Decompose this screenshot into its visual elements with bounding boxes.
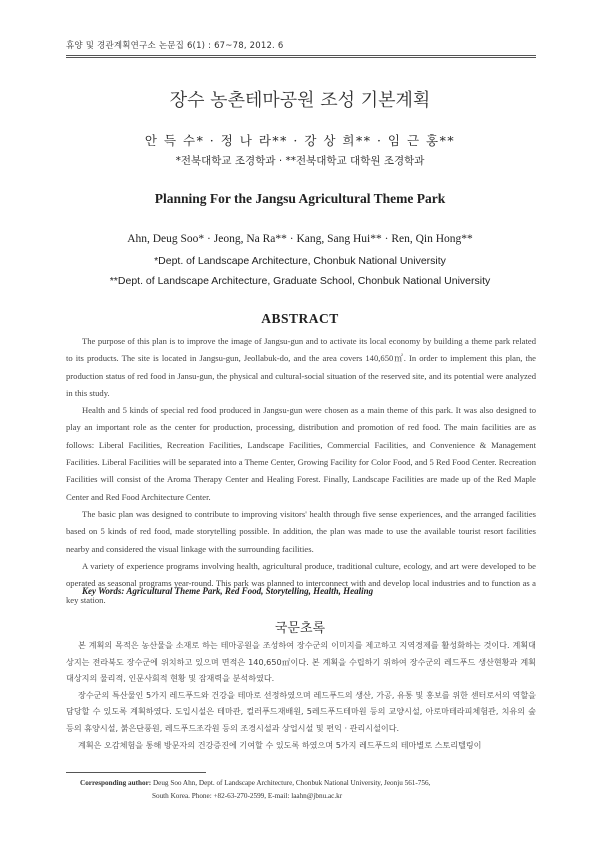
- abstract-body: [66, 333, 536, 610]
- footnote-line-2: South Korea. Phone: +82-63-270-2599, E-mail: laahn@jbnu.ac.kr: [152, 792, 343, 800]
- abstract-paragraph: A variety of experience programs involving health, agricultural produce, traditional culture, ecology, and art were developed to be operated as seasonal programs year-round. This park was planned to interconnect with and develop local industries and to function as a key station.: [66, 560, 536, 606]
- english-affiliation-1: *Dept. of Landscape Architecture, Chonbuk National University: [154, 255, 446, 267]
- korean-abstract-paragraph: 본 계획의 목적은 농산물을 소재로 하는 테마공원을 조성하여 장수군의 이미지를 제고하고 지역경제를 활성화하는 것이다. 계획대상지는 전라북도 장수군에 위치하고 있으며 면적은 140,650㎡이다. 본 계획을 수립하기 위하여 장수군의 레드푸드 생산현황과 계획대상지의 물리적, 인문사회적 현황 및 잠재력을 분석하였다.: [66, 640, 536, 684]
- abstract-paragraph: The basic plan was designed to contribute to improving visitors' health through five sense experiences, and the arranged facilities based on 5 kinds of red food, made storytelling possible. In addition, the plan was made to use the available tourist resort facilities nearby and considered the visual linkage with the surrounding facilities.: [66, 508, 536, 554]
- footnote-rule: [66, 772, 206, 773]
- korean-abstract-heading: 국문초록: [274, 621, 326, 636]
- english-authors: Ahn, Deug Soo* · Jeong, Na Ra** · Kang, Sang Hui** · Ren, Qin Hong**: [127, 233, 473, 245]
- korean-abstract-paragraph: 장수군의 특산물인 5가지 레드푸드와 건강을 테마로 선정하였으며 레드푸드의 생산, 가공, 유통 및 홍보를 위한 센터로서의 역할을 담당할 수 있도록 계획하였다. 도입시설은 테마관, 컬러푸드재배원, 5레드푸드테마원 등의 교양시설, 아로마테라피체험관, 치유의 숲 등의 휴양시설, 붉은단풍원, 레드푸드조각원 등의 조경시설과 상업시설 및 편익 · 관리시설이다.: [66, 689, 536, 733]
- korean-abstract-paragraph: 계획은 오감체험을 통해 방문자의 건강증진에 기여할 수 있도록 하였으며 5가지 레드푸드의 테마별로 스토리텔링이: [78, 739, 482, 750]
- corresponding-author-footnote: [80, 777, 540, 803]
- korean-abstract-body: [66, 637, 536, 753]
- footnote-line-1: Deug Soo Ahn, Dept. of Landscape Architecture, Chonbuk National University, Jeonju 561-756,: [152, 779, 431, 787]
- english-title: Planning For the Jangsu Agricultural Theme Park: [154, 191, 446, 206]
- footnote-label: Corresponding author:: [80, 779, 152, 787]
- keywords: Key Words: Agricultural Theme Park, Red Food, Storytelling, Health, Healing: [82, 586, 374, 596]
- korean-authors: 안 득 수* · 정 나 라** · 강 상 희** · 임 근 홍**: [144, 133, 456, 148]
- header-rule-top: [66, 55, 536, 56]
- header-rule-bottom: [66, 57, 536, 58]
- korean-affiliation: *전북대학교 조경학과 · **전북대학교 대학원 조경학과: [175, 155, 425, 167]
- korean-title: 장수 농촌테마공원 조성 기본계획: [169, 90, 431, 111]
- abstract-heading: ABSTRACT: [261, 311, 339, 326]
- abstract-paragraph: Health and 5 kinds of special red food produced in Jangsu-gun were chosen as a main theme of this park. It was also designed to play an important role as the center for production, processing, distribution and promotion of red food. The main facilities are as follows: Liberal Facilities, Recreation Facilities, Landscape Facilities, Commercial Facilities, and Convenience & Management Facilities. Liberal Facilities will be separated into a Theme Center, Growing Facility for Color Food, and 5 Red Food Center. Recreation Facilities will consist of the Aroma Therapy Center and Healing Forest. Finally, Landscape Facilities are made up of the Red Maple Center and Red Food Architecture Center.: [66, 405, 536, 502]
- english-affiliation-2: **Dept. of Landscape Architecture, Graduate School, Chonbuk National University: [109, 275, 491, 287]
- journal-header: 휴양 및 경관계획연구소 논문집 6(1) : 67~78, 2012. 6: [66, 41, 284, 51]
- abstract-paragraph: The purpose of this plan is to improve the image of Jangsu-gun and to activate its local economy by building a theme park related to its products. The site is located in Jangsu-gun, Jeollabuk-do, and the area covers 140,650㎡. In order to implement this plan, the production status of red food in Jansu-gun, the physical and cultural-social situation of the reserved site, and its potential were analyzed in this study.: [66, 336, 536, 398]
